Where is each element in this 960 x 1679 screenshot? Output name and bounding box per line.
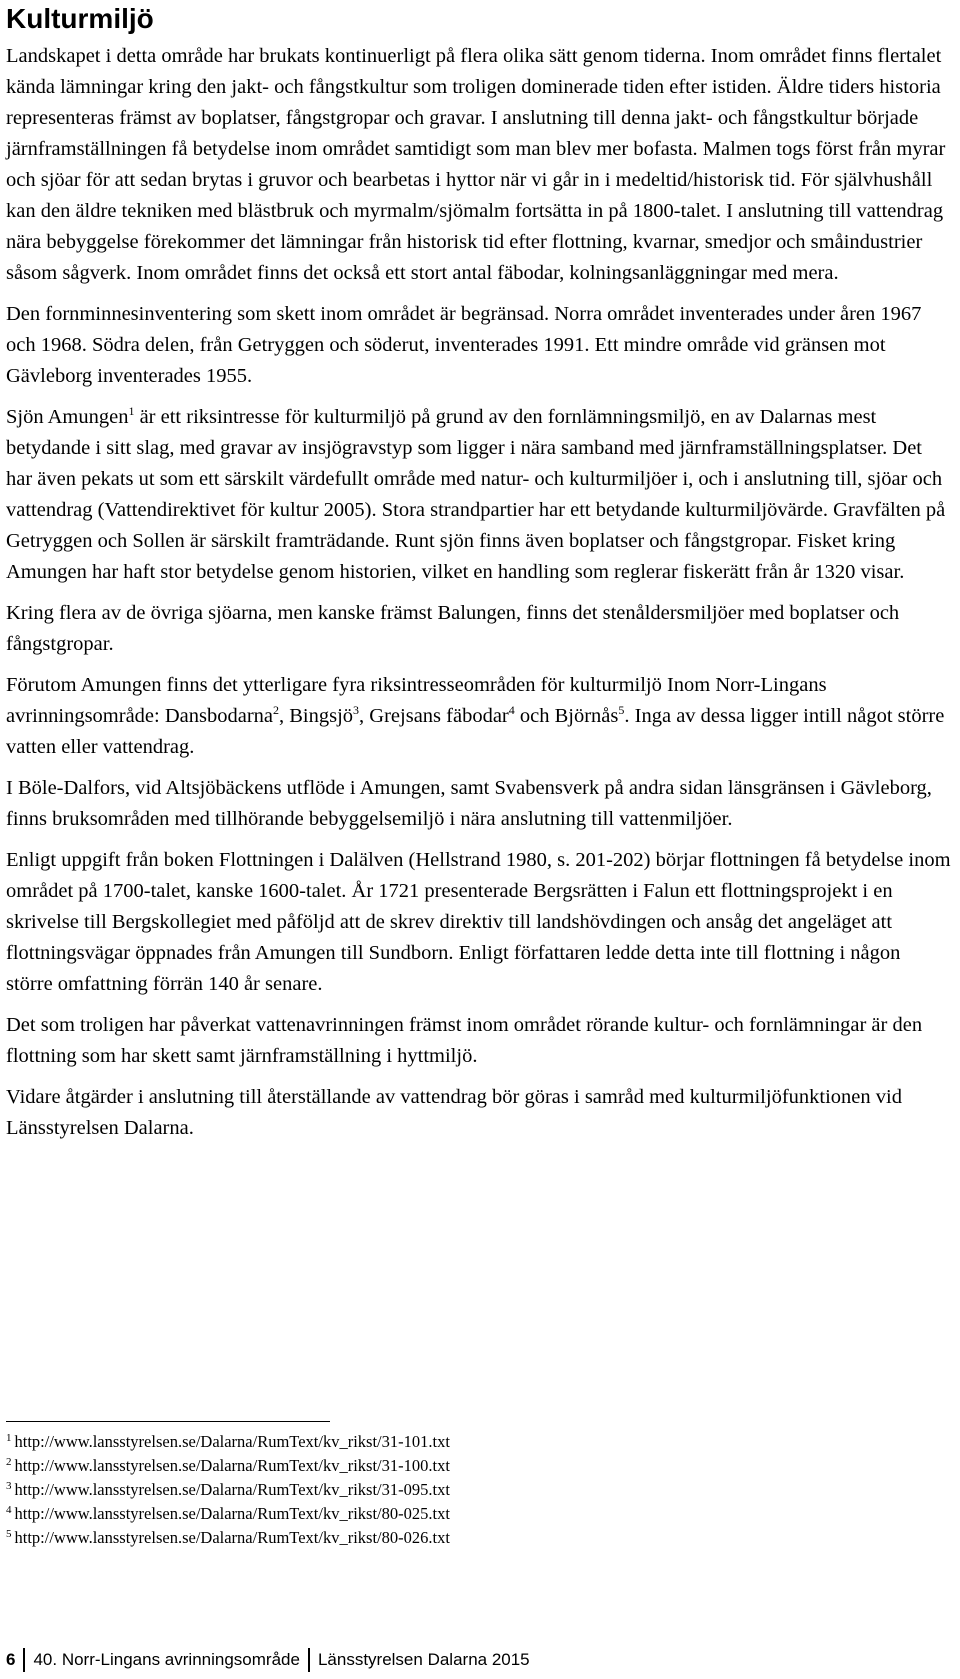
- footer-publisher: Länsstyrelsen Dalarna 2015: [317, 1650, 530, 1669]
- footnote-number: 2: [6, 1455, 12, 1468]
- footnote-reference: 5: [618, 703, 625, 718]
- footnote-number: 4: [6, 1503, 12, 1516]
- paragraph-text: Enligt uppgift från boken Flottningen i Dalälven (Hellstrand 1980, s. 201-202) börjar flottningen få betydelse inom området på 1700-talet, kanske 1600-talet. År 1721 presenterade Bergsrätten i Falun ett flottningsprojekt i en skrivelse till Bergskollegiet med påföljd att de skrev direktiv till landshövdingen och ansåg det angeläget att flottningsvägar öppnades från Amungen till Sundborn. Enligt författaren ledde detta inte till flottning i någon större omfattning förrän 140 år senare.: [6, 849, 951, 995]
- paragraph: [6, 773, 951, 835]
- paragraph-text: , Bingsjö: [279, 705, 354, 727]
- footnote-divider: [6, 1421, 330, 1422]
- footnote-link[interactable]: http://www.lansstyrelsen.se/Dalarna/RumText/kv_rikst/31-101.txt: [14, 1432, 450, 1451]
- paragraph-text: Det som troligen har påverkat vattenavrinningen främst inom området rörande kultur- och fornlämningar är den flottning som har skett samt järnframställning i hyttmiljö.: [6, 1014, 923, 1067]
- paragraph-text: är ett riksintresse för kulturmiljö på grund av den fornlämningsmiljö, en av Dalarnas mest betydande i sitt slag, med gravar av insjögravstyp som ligger i nära samband med järnframställningsplatser. Det har även pekats ut som ett särskilt värdefullt område med natur- och kulturmiljöer i, och i anslutning till, sjöar och vattendrag (Vattendirektivet för kultur 2005). Stora strandpartier har ett betydande kulturmiljövärde. Gravfälten på Getryggen och Sollen är särskilt framträdande. Runt sjön finns även boplatser och fångstgropar. Fisket kring Amungen har haft stor betydelse genom historien, vilket en handling som reglerar fiskerätt från år 1320 visar.: [6, 406, 946, 583]
- footnote-reference: 2: [273, 703, 279, 718]
- paragraph-text: Förutom Amungen finns det ytterligare fyra riksintresseområden för kulturmiljö Inom Norr-Lingans avrinningsområde: Dansbodarna: [6, 674, 827, 727]
- footer-section: 40. Norr-Lingans avrinningsområde: [33, 1650, 300, 1669]
- footnote-link[interactable]: http://www.lansstyrelsen.se/Dalarna/RumText/kv_rikst/80-025.txt: [14, 1504, 450, 1523]
- footnote: [6, 1526, 906, 1550]
- paragraph: [6, 299, 951, 392]
- footnote-number: 1: [6, 1431, 12, 1444]
- paragraph-text: och Björnås: [514, 705, 619, 727]
- footnote-reference: 4: [508, 703, 515, 718]
- paragraph: [6, 402, 951, 588]
- body-text: [6, 41, 951, 1154]
- paragraph: [6, 670, 951, 763]
- paragraph-text: , Grejsans fäbodar: [359, 705, 509, 727]
- footnote-reference: 1: [128, 404, 135, 419]
- page-title: Kulturmiljö: [6, 3, 154, 34]
- paragraph: [6, 41, 951, 289]
- paragraph: [6, 598, 951, 660]
- paragraph-text: . Inga av dessa ligger intill något större vatten eller vattendrag.: [6, 705, 945, 758]
- footnotes: [6, 1430, 906, 1550]
- footer-separator: [308, 1648, 310, 1672]
- paragraph: [6, 845, 951, 1000]
- footnote: [6, 1454, 906, 1478]
- footnote: [6, 1478, 906, 1502]
- page-footer: [6, 1647, 530, 1673]
- footnote-reference: 3: [353, 703, 360, 718]
- footer-separator: [23, 1648, 25, 1672]
- paragraph-text: Vidare åtgärder i anslutning till återställande av vattendrag bör göras i samråd med kulturmiljöfunktionen vid Länsstyrelsen Dalarna.: [6, 1086, 902, 1139]
- paragraph-text: Sjön Amungen: [6, 406, 129, 428]
- footnote: [6, 1430, 906, 1454]
- footnote-link[interactable]: http://www.lansstyrelsen.se/Dalarna/RumText/kv_rikst/31-100.txt: [14, 1456, 450, 1475]
- footnote-number: 5: [6, 1527, 12, 1540]
- paragraph-text: Den fornminnesinventering som skett inom området är begränsad. Norra området inventerades under åren 1967 och 1968. Södra delen, från Getryggen och söderut, inventerades 1991. Ett mindre område vid gränsen mot Gävleborg inventerades 1955.: [6, 303, 922, 387]
- page-number: 6: [6, 1650, 16, 1669]
- footnote-link[interactable]: http://www.lansstyrelsen.se/Dalarna/RumText/kv_rikst/31-095.txt: [14, 1480, 450, 1499]
- footnote: [6, 1502, 906, 1526]
- paragraph: [6, 1010, 951, 1072]
- footnote-number: 3: [6, 1479, 12, 1492]
- paragraph-text: I Böle-Dalfors, vid Altsjöbäckens utflöde i Amungen, samt Svabensverk på andra sidan länsgränsen i Gävleborg, finns bruksområden med tillhörande bebyggelsemiljö i nära anslutning till vattenmiljöer.: [6, 777, 932, 830]
- footnote-link[interactable]: http://www.lansstyrelsen.se/Dalarna/RumText/kv_rikst/80-026.txt: [14, 1528, 450, 1547]
- paragraph-text: Kring flera av de övriga sjöarna, men kanske främst Balungen, finns det stenåldersmiljöer med boplatser och fångstgropar.: [6, 602, 900, 655]
- paragraph-text: Landskapet i detta område har brukats kontinuerligt på flera olika sätt genom tiderna. Inom området finns flertalet kända lämningar kring den jakt- och fångstkultur som troligen dominerade tiden efter istiden. Äldre tiders historia representeras främst av boplatser, fångstgropar och gravar. I anslutning till denna jakt- och fångstkultur började järnframställningen få betydelse inom området samtidigt som man blev mer bofasta. Malmen togs först från myrar och sjöar för att sedan brytas i gruvor och bearbetas i hyttor när vi går in i medeltid/historisk tid. För självhushåll kan den äldre tekniken med blästbruk och myrmalm/sjömalm fortsätta in på 1800-talet. I anslutning till vattendrag nära bebyggelse förekommer det lämningar från historisk tid efter flottning, kvarnar, smedjor och småindustrier såsom sågverk. Inom området finns det också ett stort antal fäbodar, kolningsanläggningar med mera.: [6, 45, 946, 284]
- paragraph: [6, 1082, 951, 1144]
